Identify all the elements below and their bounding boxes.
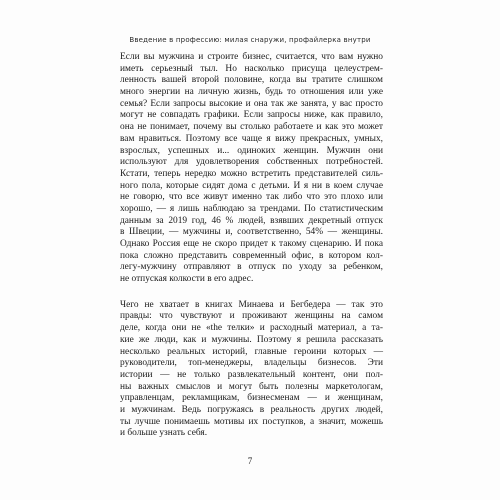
text-line: хорошо, — я лишь наблюдаю за трендами. По статистическим xyxy=(120,203,383,214)
text-line: не говорю, что все живут именно так либо что это плохо или xyxy=(120,192,383,203)
text-line: ны важных смыслов и могут быть полезны маркетологам, xyxy=(120,381,383,392)
text-line: несколько реальных историй, главные героини которых — xyxy=(120,346,383,357)
text-line: истории — не только развлекательный контент, они пол- xyxy=(120,369,383,380)
text-line: ленность вашей второй половине, когда вы тратите слишком xyxy=(120,75,383,86)
paragraph-1 xyxy=(120,52,383,286)
text-line: она не понимает, почему вы столько работаете и как это может xyxy=(120,122,383,133)
text-line: используют для удовлетворения собственных потребностей. xyxy=(120,157,383,168)
text-line: семья? Если запросы высокие и она так же занята, у вас просто xyxy=(120,98,383,109)
paragraph-gap xyxy=(120,286,383,300)
text-line: и больше узнать себя. xyxy=(120,428,208,439)
text-line: кие же люди, как и мужчины. Поэтому я решила рассказать xyxy=(120,334,383,345)
text-line: вам нравиться. Поэтому все чаще я вижу прекрасных, умных, xyxy=(120,133,383,144)
text-line: легу-мужчину отправляют в отпуск по уходу за ребенком, xyxy=(120,262,383,273)
text-line: много энергии на личную жизнь, будь то отношения или уже xyxy=(120,87,383,98)
text-line: пока сложно представить современный офис, в котором кол- xyxy=(120,250,383,261)
text-line: не отпуская колкости в его адрес. xyxy=(120,274,254,285)
text-line: Однако Россия еще не скоро придет к такому сценарию. И пока xyxy=(120,239,383,249)
text-line: могут не совпадать графики. Если запросы ниже, как правило, xyxy=(120,110,383,121)
text-line: правды: что чувствуют и проживают женщины на самом xyxy=(120,311,383,322)
body-text xyxy=(120,52,383,440)
text-line: в Швеции, — мужчины и, соответственно, 54% — женщины. xyxy=(120,227,383,238)
text-line: иметь серьезный тыл. Но насколько присуща целеустрем- xyxy=(120,63,383,74)
page-number: 7 xyxy=(247,456,253,466)
text-line: деле, когда они не «the телки» и расходный материал, а та- xyxy=(120,323,383,334)
text-line: ного пола, которые сидят дома с детьми. И я ни в коем случае xyxy=(120,180,383,191)
paragraph-2 xyxy=(120,300,383,440)
text-line: Кстати, теперь нередко можно встретить представителей силь- xyxy=(120,168,383,179)
text-line: Чего не хватает в книгах Минаева и Бегбедера — так это xyxy=(120,299,383,310)
text-line: Если вы мужчина и строите бизнес, считается, что вам нужно xyxy=(120,52,383,62)
text-line: управленцам, рекламщикам, бизнесменам — и женщинам, xyxy=(120,393,383,404)
text-line: ты лучше понимаешь мотивы их поступков, а значит, можешь xyxy=(120,416,383,427)
running-head: Введение в профессию: милая снаружи, профайлерка внутри xyxy=(129,36,371,44)
text-line: взрослых, успешных и... одиноких женщин. Мужчин они xyxy=(120,145,383,156)
text-line: данным за 2019 год, 46 % людей, взявших декретный отпуск xyxy=(120,215,383,226)
text-line: и мужчинам. Ведь погружаясь в реальность других людей, xyxy=(120,404,383,415)
text-line: руководители, топ-менеджеры, владельцы бизнесов. Эти xyxy=(120,358,383,369)
